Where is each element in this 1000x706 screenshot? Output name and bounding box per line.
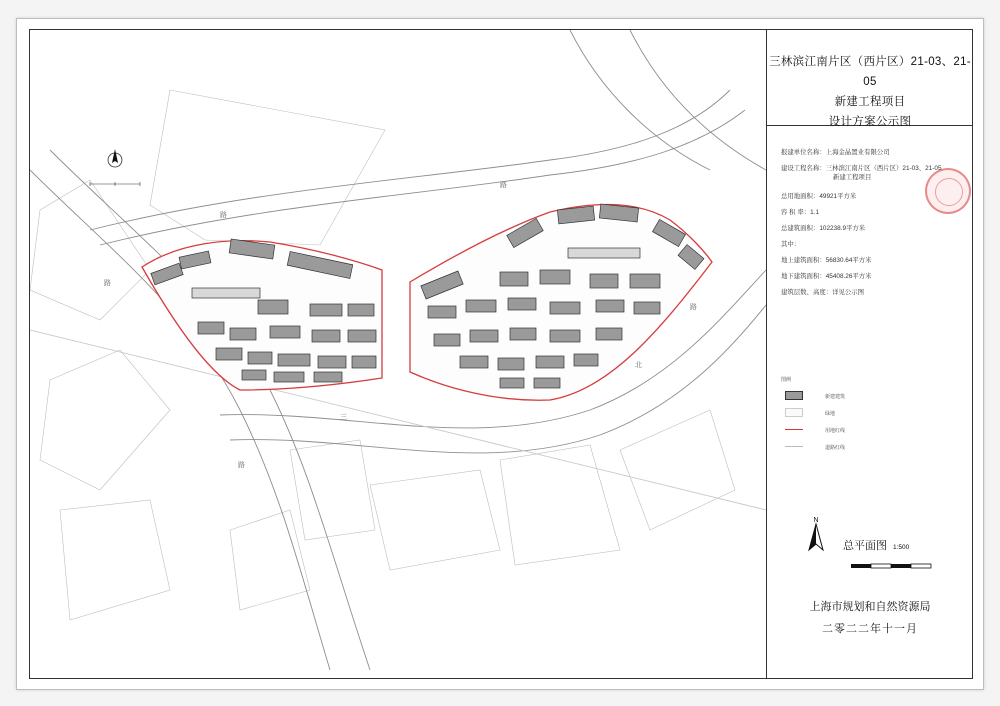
building-clubhouse	[568, 248, 640, 258]
info-value: 上海金晶置业有限公司	[825, 149, 890, 156]
building	[550, 330, 580, 342]
issue-date: 二零二二年十一月	[822, 623, 918, 635]
building	[428, 306, 456, 318]
legend-swatch-green	[785, 408, 803, 417]
project-info	[781, 148, 969, 304]
building	[274, 372, 304, 382]
info-label: 报建单位名称：	[781, 149, 826, 156]
building	[590, 274, 618, 288]
info-far: 容 积 率：1.1	[781, 209, 819, 216]
north-arrow-top	[108, 149, 122, 167]
legend-label: 绿地	[825, 411, 836, 417]
scale-bar-top	[90, 182, 140, 186]
title-panel	[766, 30, 972, 678]
building	[500, 272, 528, 286]
building	[634, 302, 660, 314]
building	[314, 372, 342, 382]
info-label: 建设工程名称：	[781, 165, 826, 172]
site-plan-svg	[30, 30, 766, 678]
drawing-title	[767, 30, 973, 126]
building	[630, 274, 660, 288]
road-label: 路	[690, 304, 697, 311]
road-label: 三	[340, 414, 347, 421]
legend-swatch-roadline	[785, 446, 803, 447]
building	[258, 300, 288, 314]
legend-label: 新建建筑	[825, 394, 846, 400]
legend-item-roadline	[781, 442, 969, 459]
building	[596, 328, 622, 340]
info-value: 三林滨江南片区（西片区）21-03、21-05	[825, 165, 942, 172]
road-label: 路	[238, 462, 245, 469]
building	[574, 354, 598, 366]
info-below-gfa: 地下建筑面积：45408.26平方米	[781, 273, 872, 280]
legend-heading: 图例	[781, 377, 792, 383]
map-scale: 1:500	[893, 544, 910, 551]
drawing-frame	[29, 29, 973, 679]
road-east-curve-b	[570, 30, 710, 170]
building	[310, 304, 342, 316]
scale-bar-segment	[911, 564, 931, 568]
info-applicant	[781, 148, 969, 164]
building	[198, 322, 224, 334]
title-line-1: 三林滨江南片区（西片区）21-03、21-05	[769, 56, 971, 88]
road-label: 北	[635, 362, 642, 369]
building	[534, 378, 560, 388]
scale-bar-bottom	[847, 560, 937, 574]
info-total-gfa: 总建筑面积：102238.9平方米	[781, 225, 866, 232]
map-title-text: 总平面图	[843, 540, 887, 552]
building	[348, 330, 376, 342]
legend-label: 道路红线	[825, 445, 846, 451]
north-arrow-icon	[112, 149, 118, 163]
legend-swatch-redline	[785, 429, 803, 430]
building	[318, 356, 346, 368]
info-among: 其中：	[781, 241, 801, 248]
building	[498, 358, 524, 370]
building	[508, 298, 536, 310]
legend-item-redline	[781, 425, 969, 442]
info-value: 新建工程项目	[833, 174, 872, 181]
site-plan	[30, 30, 766, 678]
building	[596, 300, 624, 312]
building	[540, 270, 570, 284]
building	[230, 328, 256, 340]
building	[500, 378, 524, 388]
north-arrow-icon	[801, 514, 831, 554]
context-block-south-3	[290, 440, 375, 540]
context-block-north	[150, 90, 385, 245]
context-block-south-4	[230, 510, 310, 610]
building	[510, 328, 536, 340]
road-label: 路	[104, 280, 111, 287]
info-height-note: 建筑层数、高度：详见公示图	[781, 289, 865, 296]
context-block-south-2	[500, 445, 620, 565]
scale-bar-segment	[851, 564, 871, 568]
info-site-area: 总用地面积：49921平方米	[781, 193, 857, 200]
context-block-south-1	[370, 470, 500, 570]
context-block-southwest-2	[60, 500, 170, 620]
scale-bar-segment	[891, 564, 911, 568]
title-line-3: 设计方案公示图	[828, 116, 912, 128]
legend-item-building	[781, 391, 969, 408]
building	[248, 352, 272, 364]
authority-name: 上海市规划和自然资源局	[809, 601, 931, 613]
building	[536, 356, 564, 368]
legend	[781, 376, 969, 459]
building-clubhouse	[192, 288, 260, 298]
road-linework	[30, 30, 766, 670]
legend-item-green	[781, 408, 969, 425]
info-above-gfa: 地上建筑面积：56830.64平方米	[781, 257, 872, 264]
road-label: 路	[500, 182, 507, 189]
building	[216, 348, 242, 360]
map-title	[843, 537, 909, 553]
context-block-west	[30, 180, 150, 320]
info-project-name	[781, 164, 969, 192]
road-faint-axis	[30, 330, 766, 510]
building	[352, 356, 376, 368]
north-letter: N	[813, 517, 819, 524]
building	[434, 334, 460, 346]
drawing-sheet	[16, 18, 984, 690]
legend-label: 用地红线	[825, 428, 846, 434]
building	[470, 330, 498, 342]
road-east-curve	[630, 30, 766, 170]
legend-swatch-building	[785, 391, 803, 400]
building	[466, 300, 496, 312]
title-line-2: 新建工程项目	[834, 96, 906, 108]
building	[278, 354, 310, 366]
building	[460, 356, 488, 368]
building	[348, 304, 374, 316]
building	[242, 370, 266, 380]
context-block-southwest	[40, 350, 170, 490]
road-label: 路	[220, 212, 227, 219]
context-block-east	[620, 410, 735, 530]
building	[550, 302, 580, 314]
scale-bar-segment	[871, 564, 891, 568]
building	[312, 330, 340, 342]
building	[270, 326, 300, 338]
